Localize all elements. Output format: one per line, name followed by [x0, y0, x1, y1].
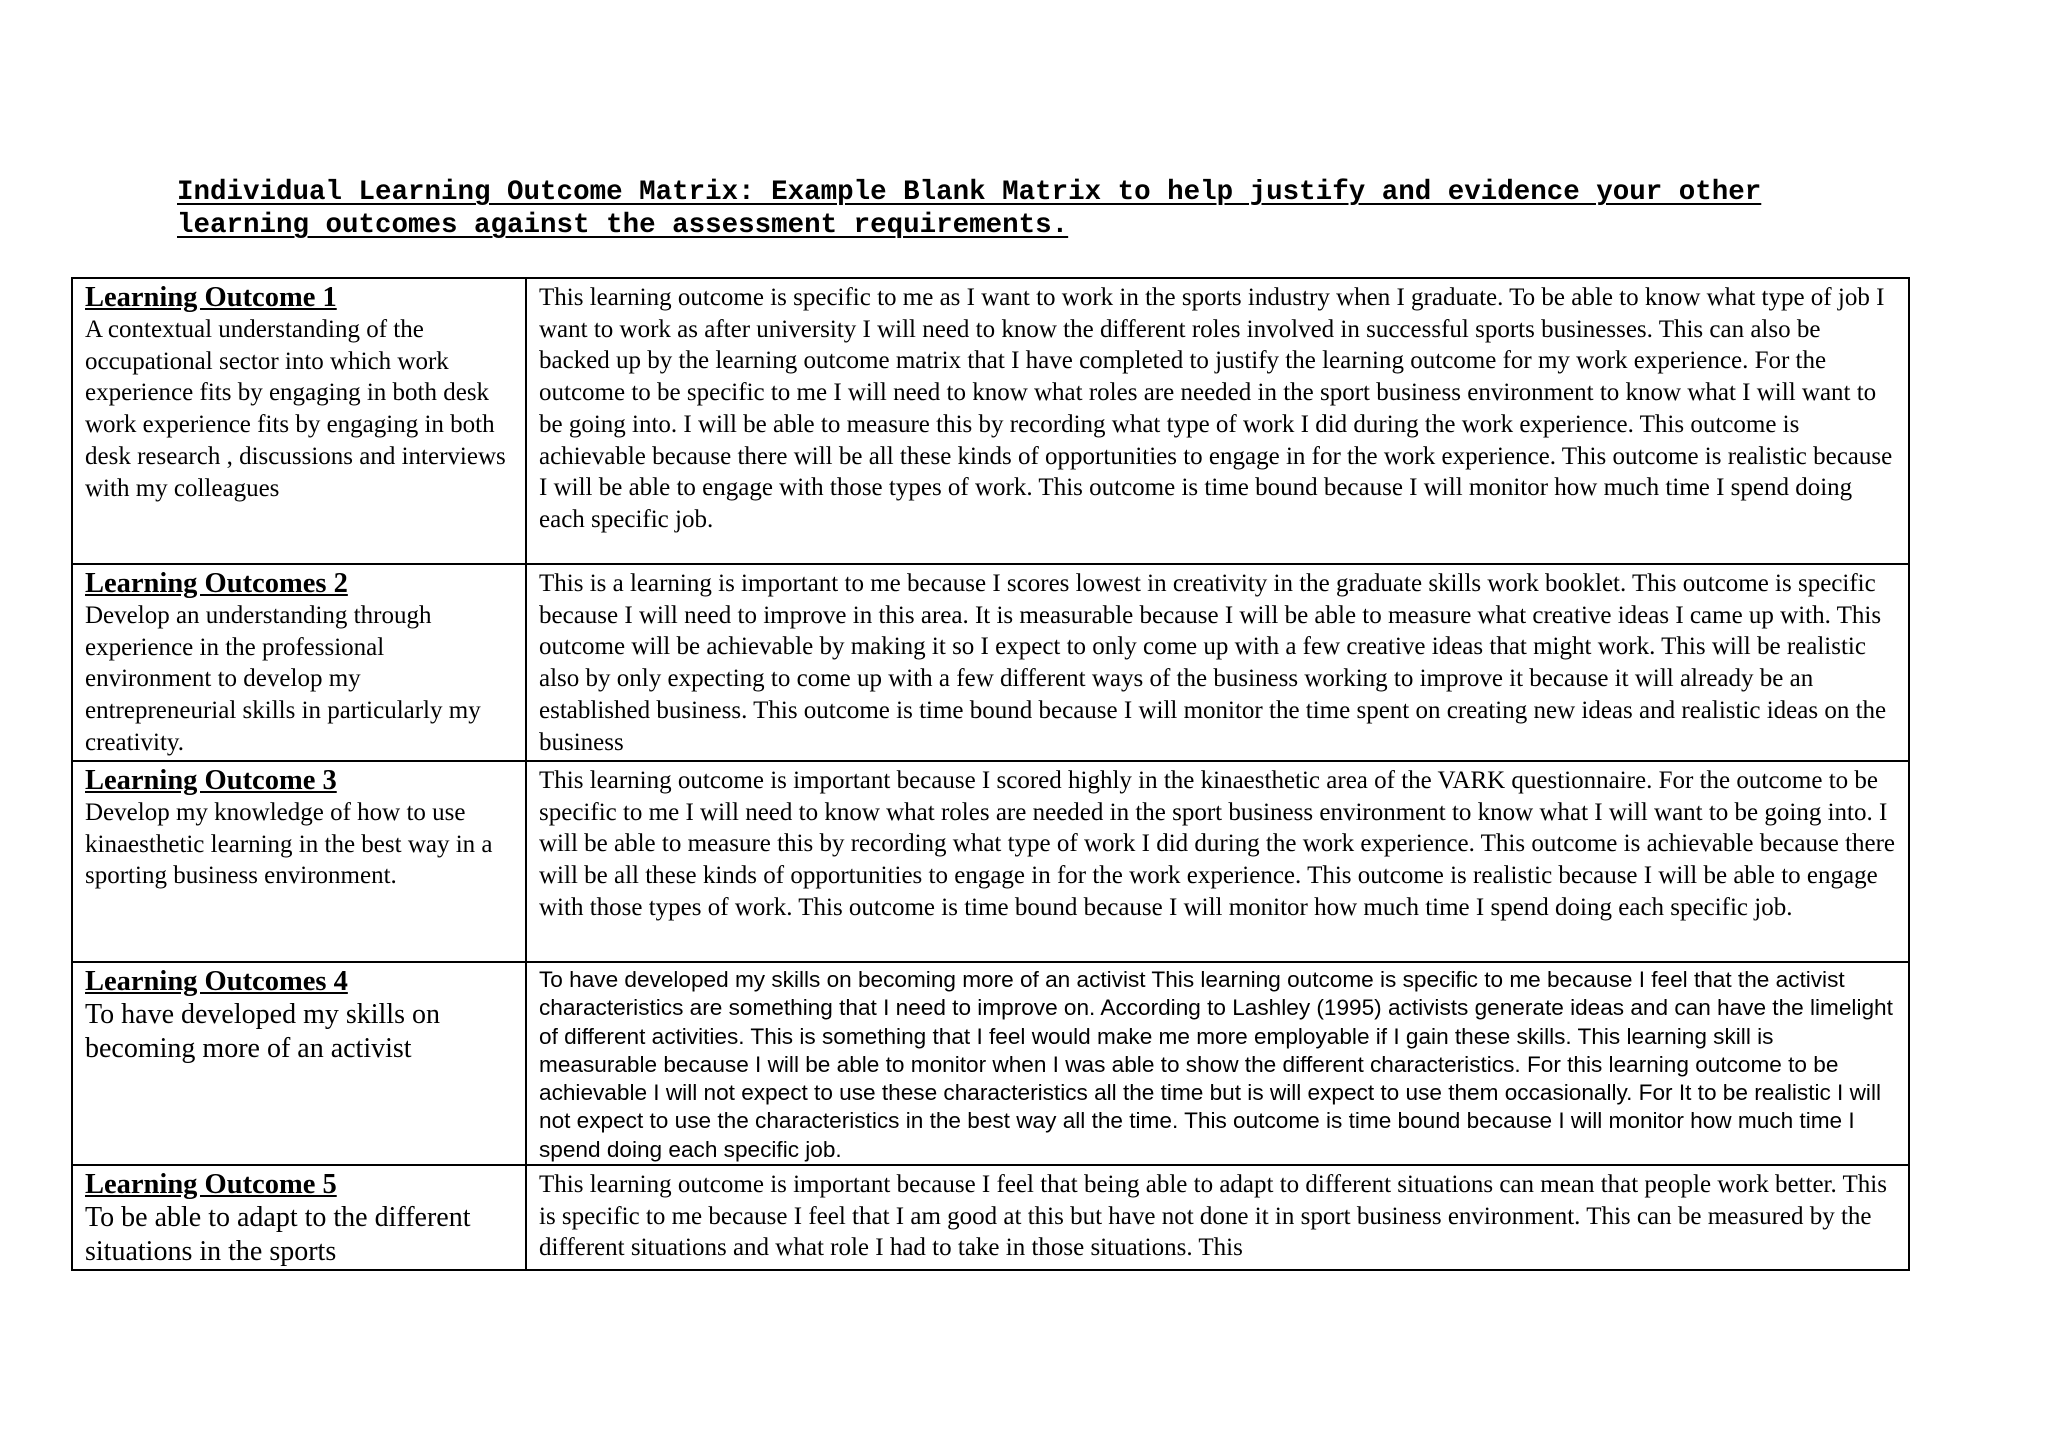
outcome-description: Develop my knowledge of how to use kinaesthetic learning in the best way in a sporting business environment. — [85, 799, 493, 890]
table-row — [72, 1165, 1909, 1270]
outcome-cell — [72, 564, 526, 761]
learning-outcome-matrix — [71, 277, 1910, 1271]
outcome-cell — [72, 962, 526, 1165]
title-line-1: Individual Learning Outcome Matrix: Example Blank Matrix to help justify and evidence your other — [177, 177, 1762, 208]
table-row — [72, 564, 1909, 761]
title-line-2: learning outcomes against the assessment requirements. — [177, 210, 1069, 241]
outcome-cell — [72, 761, 526, 962]
outcome-description: To be able to adapt to the different situations in the sports — [85, 1202, 471, 1268]
outcome-heading: Learning Outcomes 2 — [85, 568, 348, 599]
outcome-description: To have developed my skills on becoming more of an activist — [85, 999, 440, 1064]
outcome-cell — [72, 1165, 526, 1270]
outcome-description: Develop an understanding through experience in the professional environment to develop my entrepreneurial skills in particularly my creativity. — [85, 602, 481, 756]
outcome-heading: Learning Outcome 1 — [85, 282, 337, 313]
justification-cell: To have developed my skills on becoming more of an activist This learning outcome is specific to me because I feel that the activist characteristics are something that I need to improve on. According to Lashley (1995) activists generate ideas and can have the limelight of different activities. This is something that I feel would make me more employable if I gain these skills. This learning skill is measurable because I will be able to monitor when I was able to show the different characteristics. For this learning outcome to be achievable I will not expect to use these characteristics all the time but is will expect to use them occasionally. For It to be realistic I will not expect to use the characteristics in the best way all the time. This outcome is time bound because I will monitor how much time I spend doing each specific job. — [526, 962, 1909, 1165]
justification-cell: This is a learning is important to me because I scores lowest in creativity in the graduate skills work booklet. This outcome is specific because I will need to improve in this area. It is measurable because I will be able to measure what creative ideas I came up with. This outcome will be achievable by making it so I expect to only come up with a few creative ideas that might work. This will be realistic also by only expecting to come up with a few different ways of the business working to improve it because it will already be an established business. This outcome is time bound because I will monitor the time spent on creating new ideas and realistic ideas on the business — [526, 564, 1909, 761]
table-row — [72, 761, 1909, 962]
outcome-heading: Learning Outcomes 4 — [85, 966, 348, 997]
table-row — [72, 278, 1909, 564]
table-row — [72, 962, 1909, 1165]
justification-cell: This learning outcome is specific to me as I want to work in the sports industry when I graduate. To be able to know what type of job I want to work as after university I will need to know the different roles involved in successful sports businesses. This can also be backed up by the learning outcome matrix that I have completed to justify the learning outcome for my work experience. For the outcome to be specific to me I will need to know what roles are needed in the sport business environment to know what I will want to be going into. I will be able to measure this by recording what type of work I did during the work experience. This outcome is achievable because there will be all these kinds of opportunities to engage in for the work experience. This outcome is realistic because I will be able to engage with those types of work. This outcome is time bound because I will monitor how much time I spend doing each specific job. — [526, 278, 1909, 564]
outcome-heading: Learning Outcome 3 — [85, 765, 337, 796]
outcome-description: A contextual understanding of the occupational sector into which work experience fits by engaging in both desk work experience fits by engaging in both desk research , discussions and interviews with my colleagues — [85, 316, 506, 502]
justification-cell: This learning outcome is important because I feel that being able to adapt to different situations can mean that people work better. This is specific to me because I feel that I am good at this but have not done it in sport business environment. This can be measured by the different situations and what role I had to take in those situations. This — [526, 1165, 1909, 1270]
outcome-cell — [72, 278, 526, 564]
page-title — [177, 176, 1877, 242]
justification-cell: This learning outcome is important because I scored highly in the kinaesthetic area of the VARK questionnaire. For the outcome to be specific to me I will need to know what roles are needed in the sport business environment to know what I will want to be going into. I will be able to measure this by recording what type of work I did during the work experience. This outcome is achievable because there will be all these kinds of opportunities to engage in for the work experience. This outcome is realistic because I will be able to engage with those types of work. This outcome is time bound because I will monitor how much time I spend doing each specific job. — [526, 761, 1909, 962]
outcome-heading: Learning Outcome 5 — [85, 1169, 337, 1201]
